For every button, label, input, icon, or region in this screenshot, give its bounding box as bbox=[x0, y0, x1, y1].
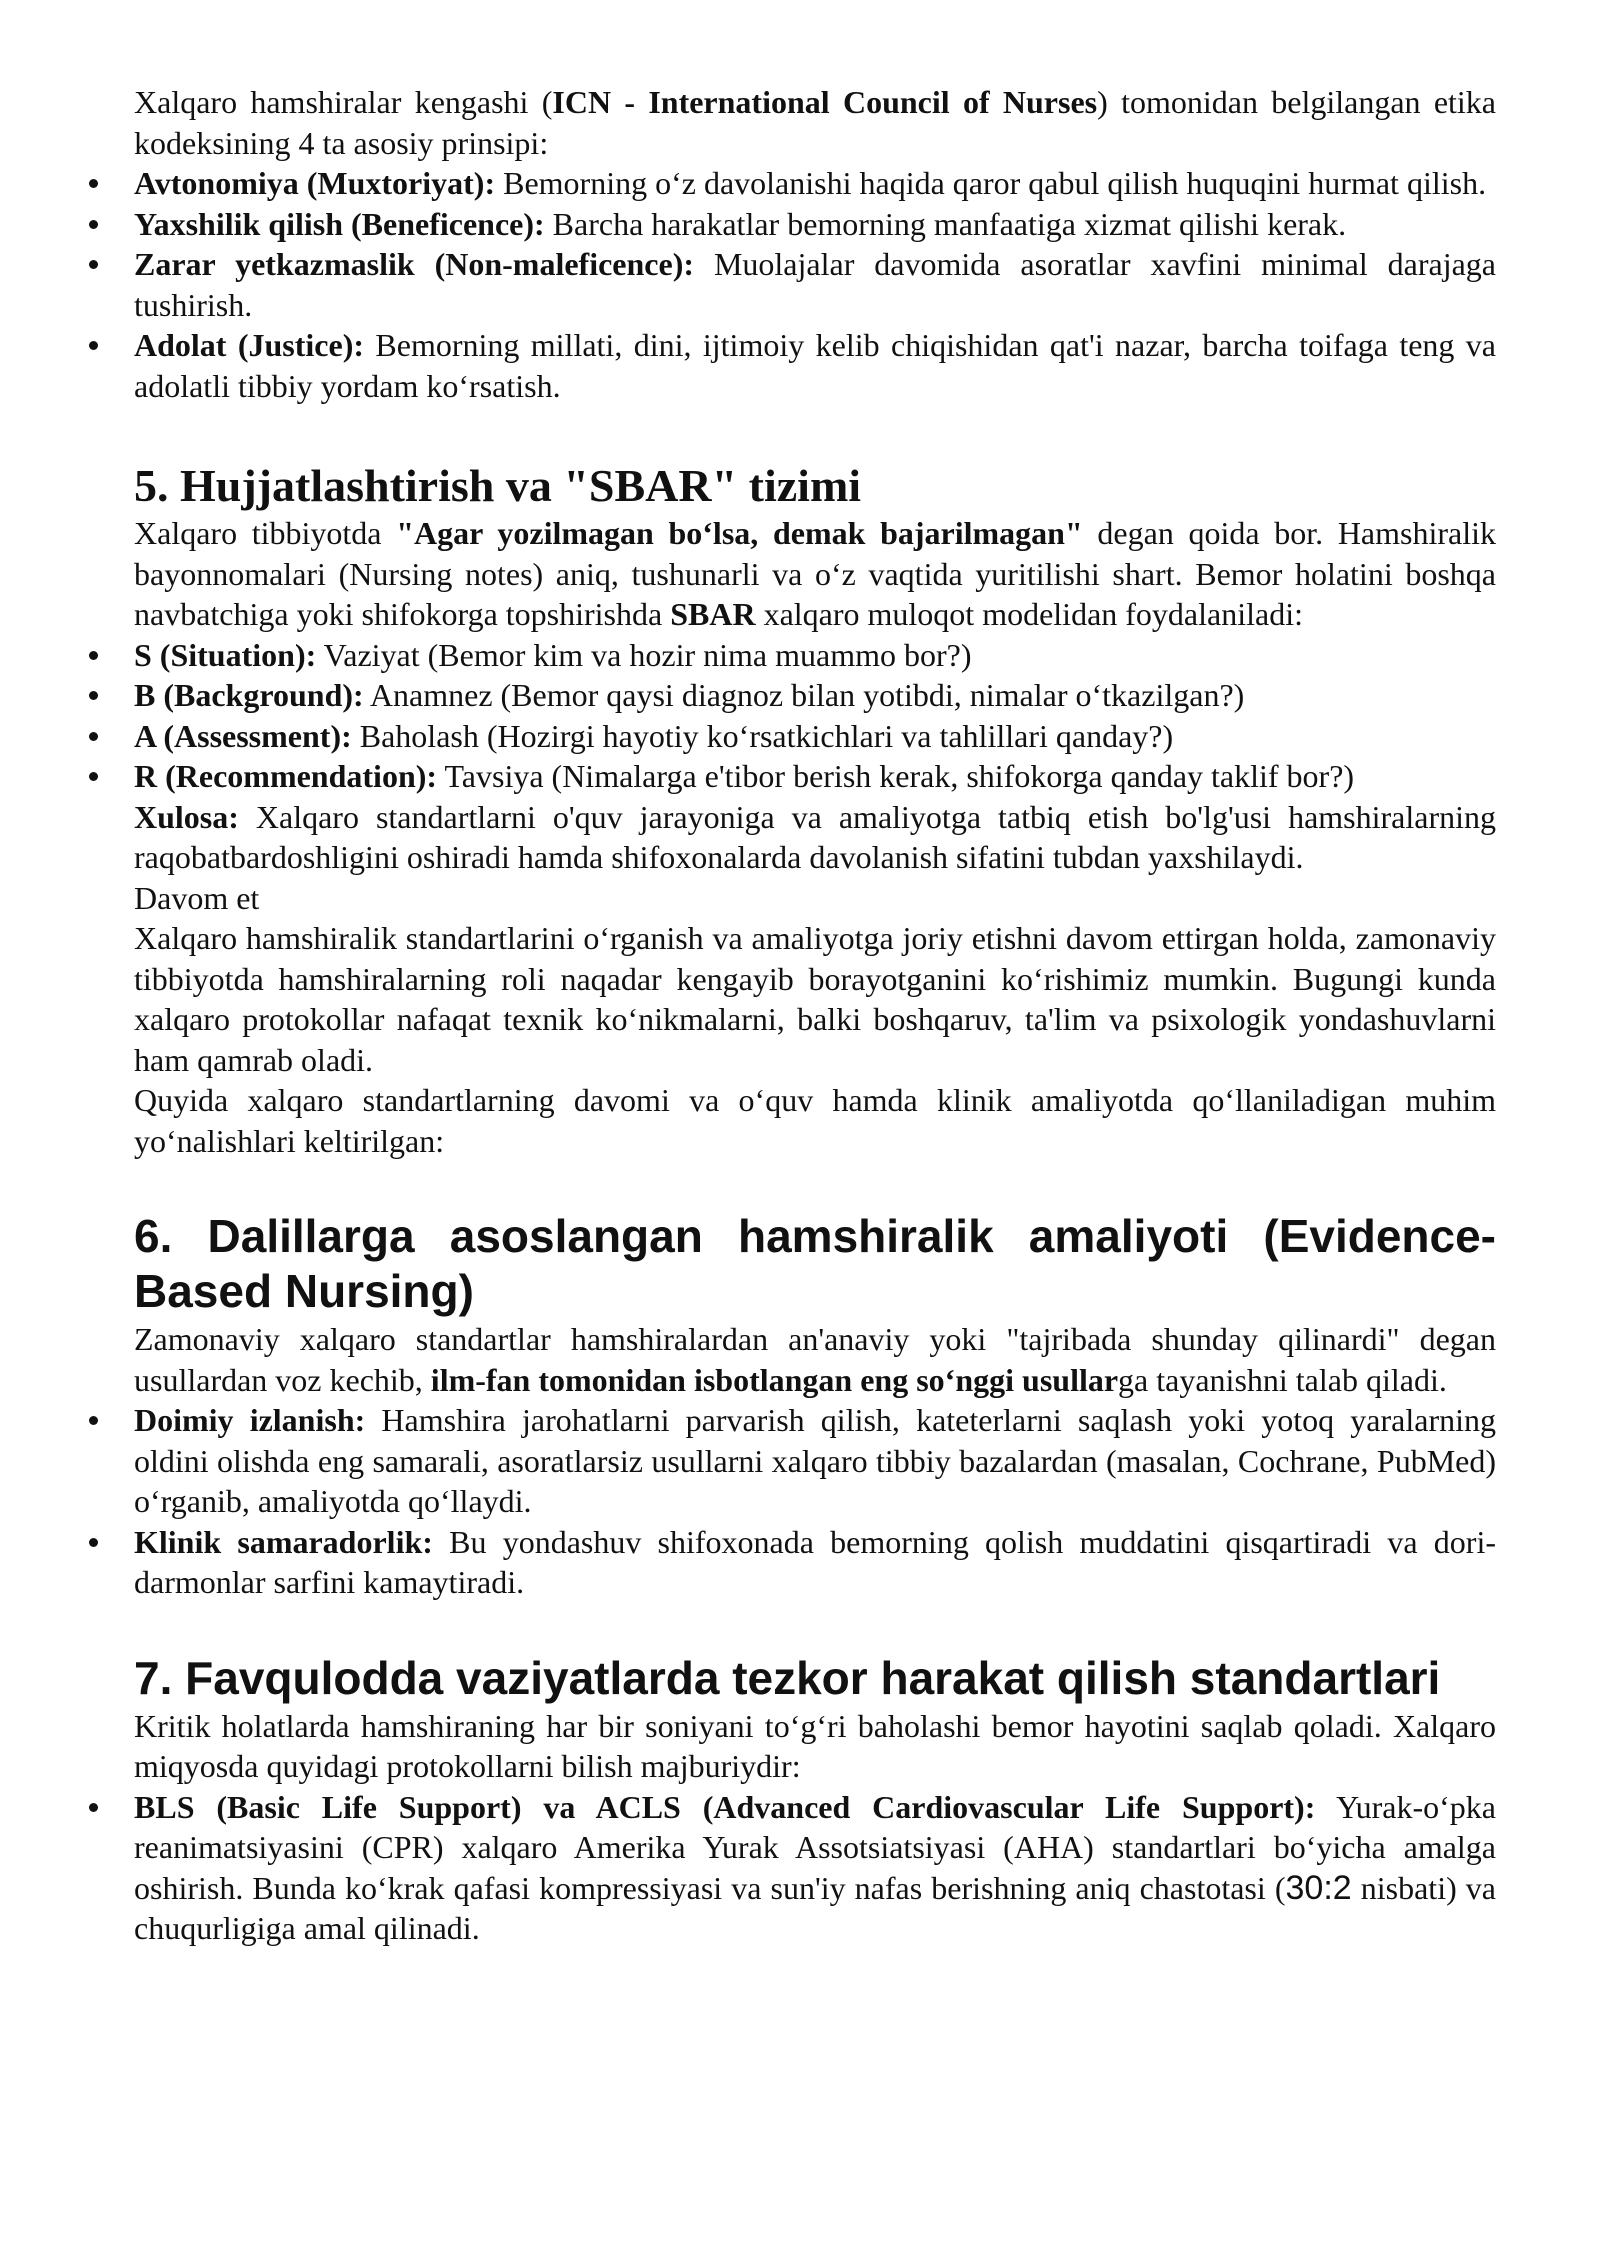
conclusion-term: Xulosa: bbox=[134, 798, 239, 835]
paragraph-text: Zamonaviy xalqaro standartlar hamshiralardan an'anaviy yoki "tajribada shunday qilinardi" degan usullardan voz kechib, bbox=[134, 1321, 1496, 1398]
paragraph-text: Xalqaro tibbiyotda bbox=[134, 515, 397, 551]
sbar-list bbox=[134, 635, 1496, 797]
principle-text: Muolajalar davomida asoratlar xavfini minimal darajaga tushirish. bbox=[134, 246, 1497, 323]
continuation-paragraph: Quyida xalqaro standartlarning davomi va o‘quv hamda klinik amaliyotda qo‘llaniladigan muhim yo‘nalishlari keltirilgan: bbox=[134, 1082, 1496, 1159]
sbar-item-text: Vaziyat (Bemor kim va hozir nima muammo bor?) bbox=[316, 636, 972, 673]
list-item bbox=[134, 163, 1496, 204]
bls-acls-text-end: nisbati) va chuqurligiga amal qilinadi. bbox=[134, 1869, 1497, 1946]
list-item bbox=[134, 244, 1496, 325]
section-7-paragraph: Kritik holatlarda hamshiraning har bir soniyani to‘g‘ri baholashi bemor hayotini saqlab qoladi. Xalqaro miqyosda quyidagi protokollarni bilish majburiydir: bbox=[134, 1707, 1496, 1784]
emergency-list bbox=[134, 1787, 1496, 1949]
spacer bbox=[134, 1161, 1496, 1209]
paragraph-text: xalqaro muloqot modelidan foydalaniladi: bbox=[755, 596, 1303, 632]
conclusion-paragraph bbox=[134, 797, 1496, 878]
list-item bbox=[134, 635, 1496, 676]
list-item bbox=[134, 204, 1496, 245]
sbar-item-text: Baholash (Hozirgi hayotiy ko‘rsatkichlari va tahlillari qanday?) bbox=[351, 717, 1174, 754]
list-item bbox=[134, 325, 1496, 406]
ebn-item-term: Klinik samaradorlik: bbox=[134, 1523, 433, 1560]
bls-acls-term: BLS (Basic Life Support) va ACLS (Advanced Cardiovascular Life Support): bbox=[134, 1788, 1316, 1825]
sbar-item-term: R (Recommendation): bbox=[134, 758, 438, 794]
intro-paragraph bbox=[134, 82, 1496, 163]
sbar-item-text: Anamnez (Bemor qaysi diagnoz bilan yotibdi, nimalar o‘tkazilgan?) bbox=[363, 677, 1245, 713]
ebn-list bbox=[134, 1400, 1496, 1603]
principle-term: Adolat (Justice): bbox=[134, 327, 365, 363]
sbar-item-text: Tavsiya (Nimalarga e'tibor berish kerak, shifokorga qanday taklif bor?) bbox=[437, 758, 1355, 794]
cpr-ratio: 30:2 bbox=[1285, 1868, 1352, 1907]
principle-term: Zarar yetkazmaslik (Non-maleficence): bbox=[134, 246, 695, 282]
sbar-item-term: S (Situation): bbox=[134, 636, 317, 673]
section-5-heading: 5. Hujjatlashtirish va "SBAR" tizimi bbox=[134, 460, 862, 511]
document-content bbox=[134, 82, 1496, 1949]
principle-term: Avtonomiya (Muxtoriyat): bbox=[134, 165, 496, 201]
icn-name: ICN - International Council of Nurses bbox=[552, 84, 1098, 120]
spacer bbox=[134, 406, 1496, 458]
paragraph-text: ga tayanishni talab qiladi. bbox=[1118, 1361, 1447, 1398]
list-item bbox=[134, 756, 1496, 797]
section-5-paragraph bbox=[134, 513, 1496, 635]
intro-text: Xalqaro hamshiralar kengashi ( bbox=[134, 84, 553, 120]
list-item bbox=[134, 675, 1496, 716]
continuation-paragraph: Xalqaro hamshiralik standartlarini o‘rganish va amaliyotga joriy etishni davom ettirgan holda, zamonaviy tibbiyotda hamshiralarning roli naqadar kengayib borayotganini ko‘rishimiz mumkin. Bugungi kunda xalqaro protokollar nafaqat texnik ko‘nikmalarni, balki boshqaruv, ta'lim va psixologik yondashuvlarni ham qamrab oladi. bbox=[134, 920, 1496, 1078]
ebn-item-text: Bu yondashuv shifoxonada bemorning qolish muddatini qisqartiradi va dori-darmonlar sarfini kamaytiradi. bbox=[134, 1523, 1497, 1600]
spacer bbox=[134, 1603, 1496, 1651]
rule-quote: "Agar yozilmagan bo‘lsa, demak bajarilmagan" bbox=[396, 515, 1083, 551]
section-6-paragraph bbox=[134, 1319, 1496, 1400]
principle-text: Bemorning millati, dini, ijtimoiy kelib chiqishidan qat'i nazar, barcha toifaga teng va adolatli tibbiy yordam ko‘rsatish. bbox=[134, 327, 1497, 404]
sbar-term: SBAR bbox=[670, 596, 756, 632]
principle-text: Bemorning o‘z davolanishi haqida qaror qabul qilish huquqini hurmat qilish. bbox=[495, 165, 1487, 201]
sbar-item-term: A (Assessment): bbox=[134, 717, 352, 754]
paragraph-text: degan qoida bor. Hamshiralik bayonnomalari (Nursing notes) aniq, tushunarli va o‘z vaqtida yuritilishi shart. Bemor holatini boshqa navbatchiga yoki shifokorga topshirishda bbox=[134, 515, 1497, 632]
list-item bbox=[134, 1787, 1496, 1949]
principle-text: Barcha harakatlar bemorning manfaatiga xizmat qilishi kerak. bbox=[544, 205, 1347, 242]
sbar-item-term: B (Background): bbox=[134, 677, 364, 713]
ebn-item-term: Doimiy izlanish: bbox=[134, 1402, 366, 1438]
intro-text-end: ) tomonidan belgilangan etika kodeksining 4 ta asosiy prinsipi: bbox=[134, 84, 1497, 161]
section-7-heading: 7. Favqulodda vaziyatlarda tezkor harakat qilish standartlari bbox=[134, 1651, 1441, 1704]
continue-label: Davom et bbox=[134, 879, 260, 916]
list-item bbox=[134, 1522, 1496, 1603]
conclusion-text: Xalqaro standartlarni o'quv jarayoniga va amaliyotga tatbiq etish bo'lg'usi hamshiralarning raqobatbardoshligini oshiradi hamda shifoxonalarda davolanish sifatini tubdan yaxshilaydi. bbox=[134, 798, 1496, 875]
bls-acls-text: Yurak-o‘pka reanimatsiyasini (CPR) xalqaro Amerika Yurak Assotsiatsiyasi (AHA) standartlari bo‘yicha amalga oshirish. Bunda ko‘krak qafasi kompressiyasi va sun'iy nafas berishning aniq chastotasi ( bbox=[134, 1788, 1497, 1906]
section-6-heading: 6. Dalillarga asoslangan hamshiralik amaliyoti (Evidence-Based Nursing) bbox=[134, 1210, 1496, 1317]
ebn-item-text: Hamshira jarohatlarni parvarish qilish, kateterlarni saqlash yoki yotoq yaralarning oldini olishda eng samarali, asoratlarsiz usullarni xalqaro tibbiy bazalardan (masalan, Cochrane, PubMed) o‘rganib, amaliyotda qo‘llaydi. bbox=[134, 1402, 1497, 1519]
emphasis-text: ilm-fan tomonidan isbotlangan eng so‘nggi usullar bbox=[430, 1361, 1119, 1398]
list-item bbox=[134, 1400, 1496, 1522]
ethics-principles-list bbox=[134, 163, 1496, 406]
principle-term: Yaxshilik qilish (Beneficence): bbox=[134, 205, 545, 242]
list-item bbox=[134, 716, 1496, 757]
